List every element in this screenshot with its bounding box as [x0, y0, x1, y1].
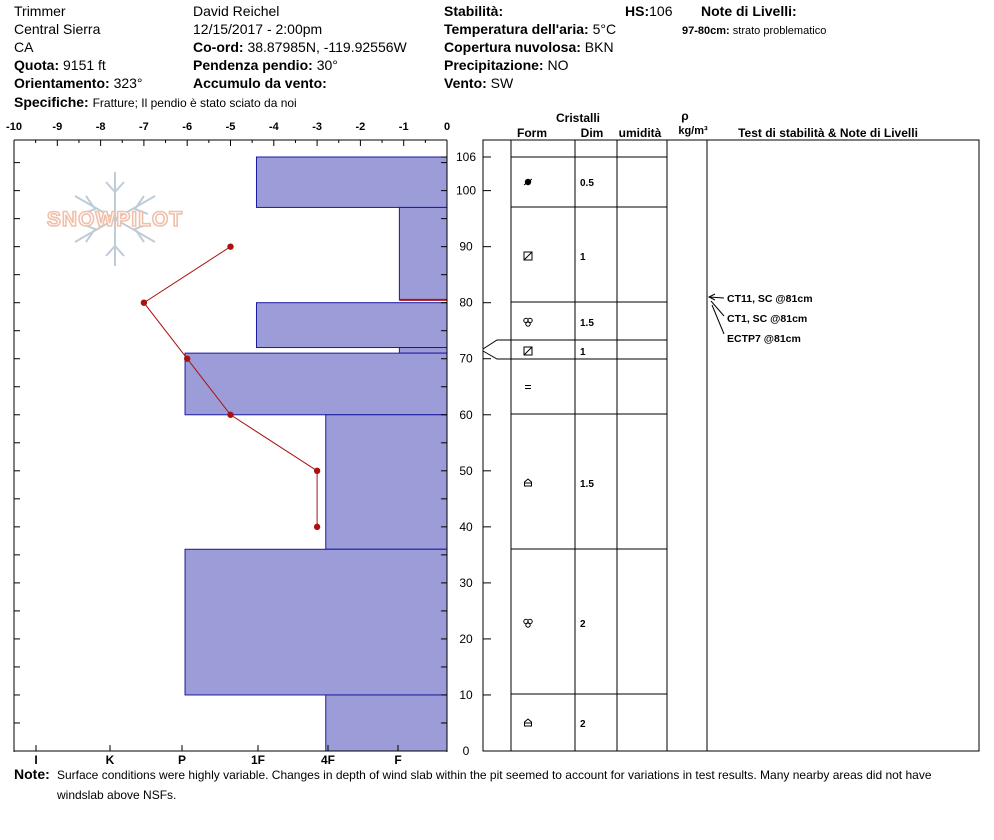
test-1: CT11, SC @81cm — [727, 293, 813, 305]
temp-tick-label-5: -5 — [225, 121, 236, 133]
depth-tick-label-11: 106 — [455, 150, 477, 164]
hardness-bar-7 — [185, 549, 447, 695]
temp-tick-label-0: -10 — [6, 121, 22, 133]
temperature-point-4 — [314, 468, 320, 474]
temp-tick-label-6: -4 — [268, 121, 279, 133]
coord-value: 38.87985N, -119.92556W — [247, 39, 407, 55]
layer-size-6: 2 — [580, 619, 586, 630]
hs-value: 106 — [649, 3, 673, 19]
temperature-point-2 — [184, 356, 190, 362]
hardness-bar-6 — [326, 415, 447, 549]
hardness-label-5: F — [394, 753, 402, 767]
layer-note-text: strato problematico — [732, 25, 827, 37]
layer-size-7: 2 — [580, 719, 586, 730]
hardness-label-0: I — [34, 753, 38, 767]
sky-label: Copertura nuvolosa: — [444, 39, 581, 55]
slope-label: Pendenza pendio: — [193, 57, 313, 73]
depth-tick-label-7: 70 — [459, 351, 473, 366]
air-temp-label: Temperatura dell'aria: — [444, 21, 589, 37]
temperature-axis — [6, 121, 450, 146]
table-frame — [483, 140, 979, 751]
size-header: Dim — [580, 126, 604, 140]
precip-label: Precipitazione: — [444, 57, 544, 73]
layer-size-0: 0.5 — [580, 178, 594, 189]
test-2: CT1, SC @81cm — [727, 313, 808, 325]
depth-tick-label-1: 10 — [459, 687, 473, 702]
depth-hoar-icon — [525, 719, 532, 726]
faceted-crystal-icon — [524, 347, 532, 355]
hs-label: HS: — [625, 3, 650, 19]
layer-connectors — [483, 340, 511, 359]
faceted-crystal-icon — [524, 252, 532, 260]
temp-tick-label-2: -8 — [95, 121, 106, 133]
hardness-bar-5 — [185, 353, 447, 415]
sky-value: BKN — [584, 39, 614, 55]
air-temp-value: 5°C — [592, 21, 617, 37]
elevation-value: 9151 ft — [63, 57, 106, 73]
wind-value: SW — [490, 75, 514, 91]
temp-tick-label-7: -3 — [312, 121, 322, 133]
temp-tick-label-9: -1 — [398, 121, 409, 133]
logo-text: SNOWPILOT — [46, 208, 184, 231]
stability-tests — [709, 293, 813, 345]
crystals-header: Cristalli — [555, 111, 601, 125]
melt-form-icon — [524, 318, 532, 326]
layer-notes-label: Note di Livelli: — [701, 3, 797, 19]
layer-size-1: 1 — [580, 252, 586, 263]
tests-header: Test di stabilità & Note di Livelli — [738, 126, 918, 140]
melt-form-icon — [524, 619, 532, 627]
temp-tick-label-4: -6 — [182, 121, 193, 133]
observer-name: David Reichel — [193, 3, 280, 19]
hardness-label-1: K — [105, 753, 115, 767]
snowpilot-logo — [47, 172, 183, 266]
hardness-profile — [185, 157, 447, 751]
test-3: ECTP7 @81cm — [727, 333, 801, 345]
hardness-bar-0 — [256, 157, 447, 207]
layer-rows — [511, 157, 667, 730]
location-name: Trimmer — [14, 3, 66, 19]
layer-size-3: 1 — [580, 347, 586, 358]
coord-label: Co-ord: — [193, 39, 244, 55]
rho-header: ρ — [681, 109, 689, 123]
layer-note-range: 97-80cm: — [682, 25, 730, 37]
depth-tick-label-5: 50 — [459, 463, 473, 478]
depth-tick-label-4: 40 — [459, 519, 473, 534]
note-line-2: windslab above NSFs. — [57, 788, 177, 802]
density-unit-header: kg/m³ — [678, 125, 708, 137]
depth-hoar-icon — [525, 479, 532, 486]
temperature-point-1 — [141, 299, 147, 305]
hardness-bar-1 — [399, 207, 447, 299]
temperature-point-3 — [227, 412, 233, 418]
precipitation-particle-icon — [524, 179, 532, 185]
observation-datetime: 12/15/2017 - 2:00pm — [193, 21, 323, 37]
hardness-bar-8 — [326, 695, 447, 751]
slope-value: 30° — [316, 57, 338, 73]
state-name: CA — [14, 39, 34, 55]
form-header: Form — [517, 126, 547, 140]
wind-loading-label: Accumulo da vento: — [193, 75, 327, 91]
depth-tick-label-0: 0 — [462, 744, 470, 758]
depth-tick-label-3: 30 — [459, 575, 473, 590]
ice-crust-icon — [525, 386, 531, 389]
depth-tick-label-6: 60 — [459, 407, 473, 422]
depth-tick-label-8: 80 — [459, 295, 473, 310]
specifics-value: Fratture; Il pendio è stato sciato da noi — [92, 96, 297, 110]
stability-label: Stabilità: — [444, 3, 504, 19]
range-name: Central Sierra — [14, 21, 101, 37]
layer-size-2: 1.5 — [580, 318, 594, 329]
temperature-point-5 — [314, 524, 320, 530]
note-line-1: Surface conditions were highly variable. Changes in depth of wind slab within the pit seemed to account for variations in test results. Many nearby areas did not have — [57, 768, 932, 782]
hardness-label-2: P — [177, 753, 187, 767]
aspect-value: 323° — [113, 75, 143, 91]
precip-value: NO — [547, 57, 569, 73]
temp-tick-label-8: -2 — [355, 121, 366, 133]
aspect-label: Orientamento: — [14, 75, 110, 91]
specifics-label: Specifiche: — [14, 94, 89, 110]
depth-tick-label-9: 90 — [459, 239, 473, 254]
moisture-header: umidità — [618, 126, 662, 140]
temp-tick-label-3: -7 — [139, 121, 149, 133]
temp-tick-label-10: 0 — [443, 121, 451, 133]
depth-tick-label-2: 20 — [459, 631, 473, 646]
temp-tick-label-1: -9 — [52, 121, 63, 133]
wind-label: Vento: — [444, 75, 487, 91]
layer-size-5: 1.5 — [580, 479, 594, 490]
elevation-label: Quota: — [14, 57, 60, 73]
depth-tick-label-10: 100 — [455, 183, 477, 198]
layer-table — [483, 109, 979, 751]
note-label: Note: — [14, 766, 50, 782]
hardness-bar-4 — [399, 348, 447, 354]
hardness-label-4: 4F — [320, 753, 336, 767]
test-arrows — [709, 294, 724, 334]
temperature-point-0 — [227, 243, 233, 249]
hardness-label-3: 1F — [250, 753, 266, 767]
hardness-bar-3 — [256, 303, 447, 348]
